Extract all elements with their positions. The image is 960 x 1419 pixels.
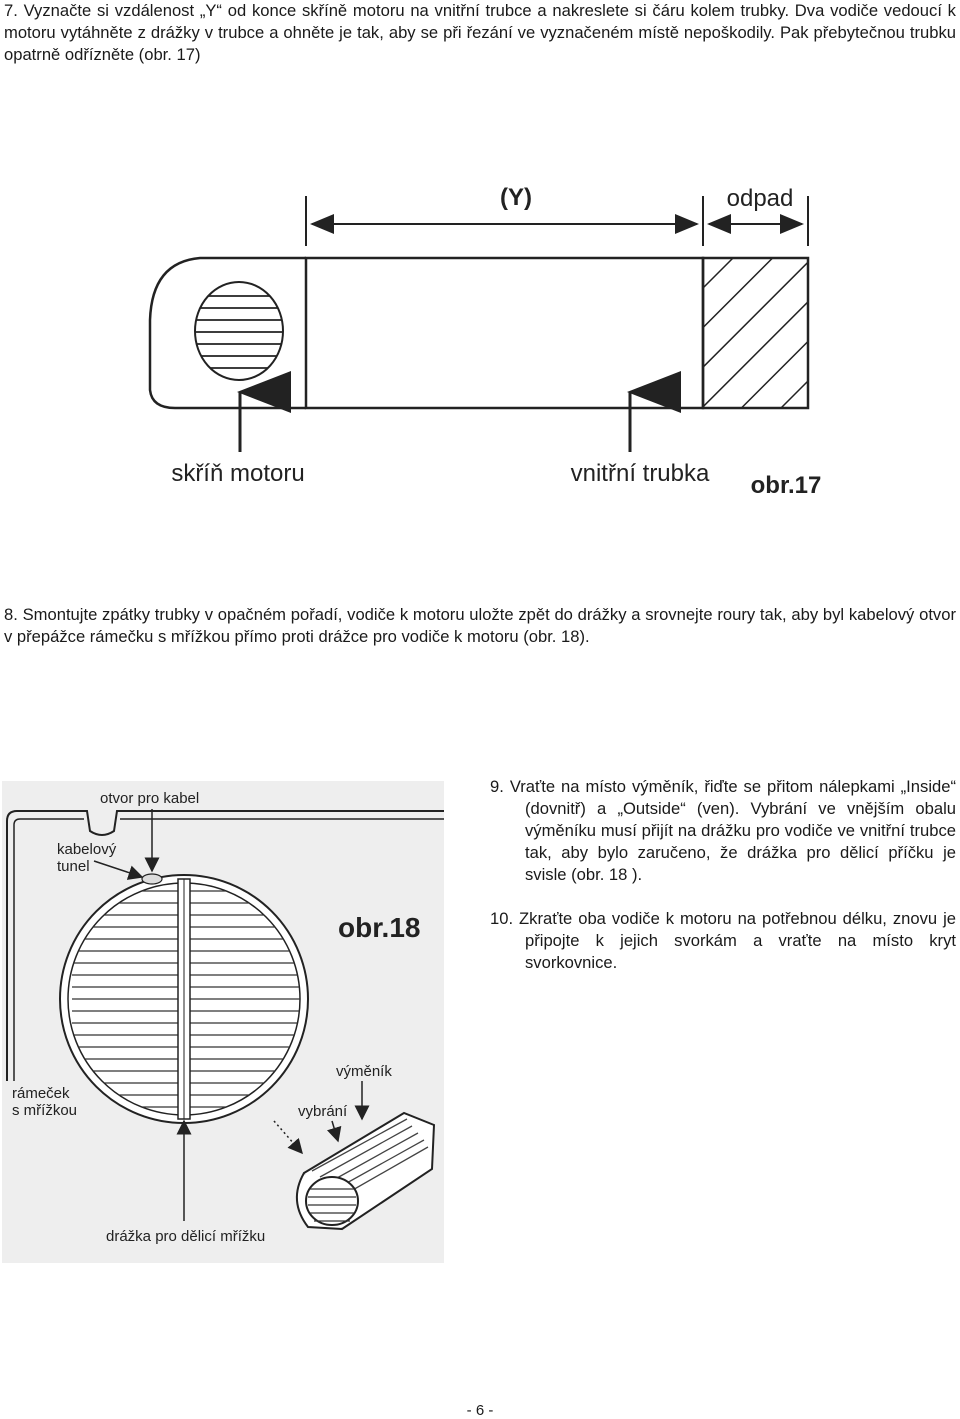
step-10-text: Zkraťte oba vodiče k motoru na potřebnou délku, znovu je připojte k jejich svorkám a vraťte na místo kryt svorkovnice. — [519, 909, 956, 972]
recess-label: vybrání — [298, 1103, 348, 1120]
step-8 — [4, 604, 956, 648]
cable-hole-label: otvor pro kabel — [100, 790, 200, 807]
frame-label-1: rámeček — [12, 1085, 70, 1102]
cable-notch — [142, 874, 162, 884]
figure-17-label: obr.17 — [750, 472, 822, 499]
inner-tube — [306, 258, 703, 408]
motor-housing-label: skříň motoru — [171, 460, 305, 487]
step-10 — [490, 908, 956, 974]
cable-tunnel-label-1: kabelový — [57, 841, 117, 858]
inner-tube-label: vnitřní trubka — [570, 460, 710, 487]
cable-tunnel-label-2: tunel — [57, 858, 90, 875]
figure-18 — [2, 781, 444, 1263]
frame-label-2: s mřížkou — [12, 1102, 78, 1119]
step-7-text: Vyznačte si vzdálenost „Y“ od konce skříně motoru na vnitřní trubce a nakreslete si čáru kolem trubky. Dva vodiče vedoucí k motoru vytáhněte z drážky v trubce a ohněte je tak, aby se při řezání ve vyznačeném místě nepoškodily. Pak přebytečnou trubku opatrně odřízněte (obr. 17) — [4, 1, 956, 64]
step-8-text: Smontujte zpátky trubky v opačném pořadí, vodiče k motoru uložte zpět do drážky a srovnejte roury tak, aby byl kabelový otvor v přepážce rámečku s mřížkou přímo proti drážce pro vodiče k motoru (obr. 18). — [4, 605, 956, 646]
y-label: (Y) — [500, 184, 532, 211]
waste-section — [703, 258, 808, 408]
waste-label: odpad — [726, 185, 794, 212]
figure-18-label: obr.18 — [338, 912, 421, 943]
step-10-number: 10. — [490, 909, 514, 928]
exchanger-label: výměník — [336, 1063, 392, 1080]
page-number: - 6 - — [466, 1402, 494, 1419]
step-9 — [490, 776, 956, 886]
step-7-number: 7. — [4, 1, 18, 20]
step-8-number: 8. — [4, 605, 18, 624]
step-9-text: Vraťte na místo výměník, řiďte se přitom nálepkami „Inside“ (dovnitř) a „Outside“ (ven). Vybrání ve vnějším obalu výměníku musí přijít na drážku pro vodiče ve vnitřní trubce tak, aby bylo zaručeno, že drážka pro dělicí příčku je svisle (obr. 18 ). — [509, 777, 956, 884]
step-9-number: 9. — [490, 777, 504, 796]
figure-17 — [0, 170, 960, 500]
divider-groove-label: drážka pro dělicí mřížku — [106, 1228, 266, 1245]
step-7 — [4, 0, 956, 66]
